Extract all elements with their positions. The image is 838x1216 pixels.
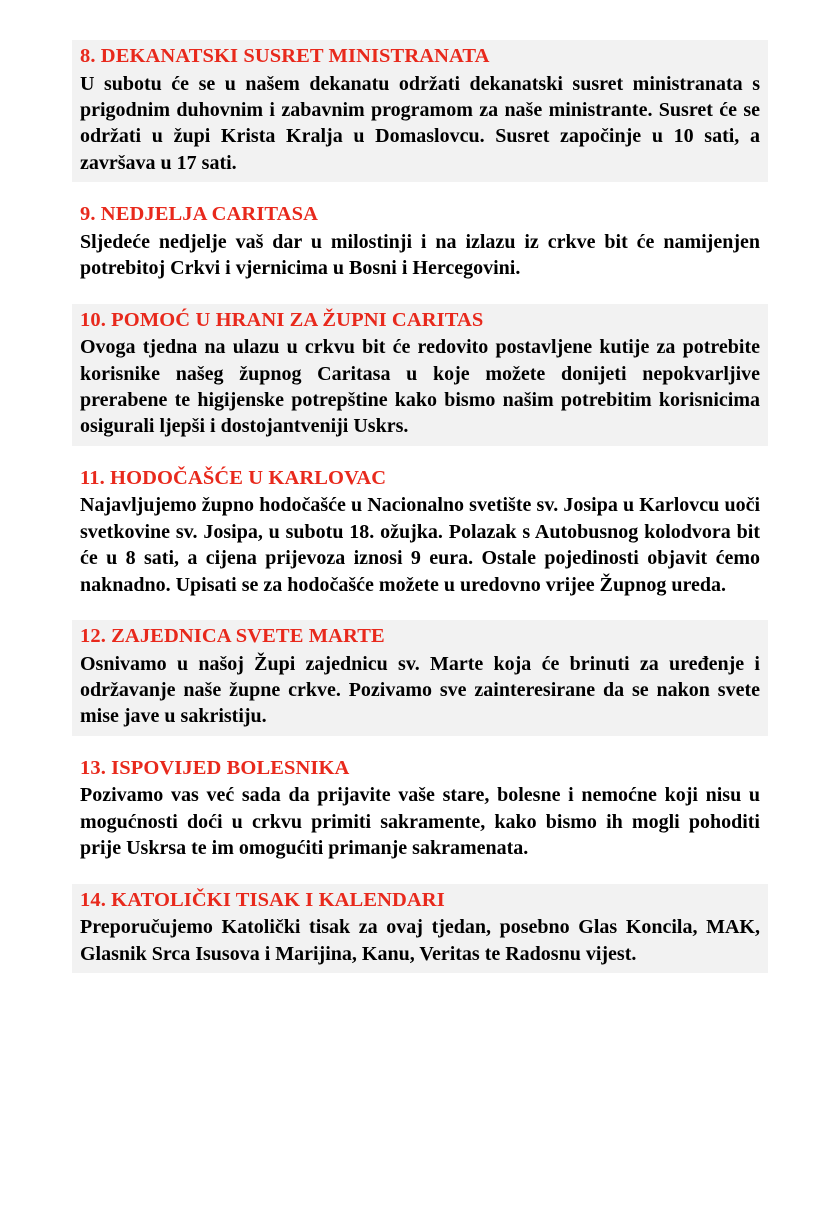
section-body: Pozivamo vas već sada da prijavite vaše stare, bolesne i nemoćne koji nisu u mogućnosti doći u crkvu primiti sakramente, kako bismo ih mogli pohoditi prije Uskrsa te im omogućiti primanje sakramenata. [80,784,760,860]
section-body: Preporučujemo Katolički tisak za ovaj tjedan, posebno Glas Koncila, MAK, Glasnik Srca Isusova i Marijina, Kanu, Veritas te Radosnu vijest. [80,916,760,965]
section-title: 12. ZAJEDNICA SVETE MARTE [80,624,385,647]
announcement-section-8 [72,40,768,182]
section-title: 9. NEDJELJA CARITASA [80,203,318,226]
announcement-section-11 [72,462,768,604]
announcement-section-12 [72,620,768,736]
announcement-section-10 [72,304,768,446]
section-title: 13. ISPOVIJED BOLESNIKA [80,756,350,779]
section-body: Ovoga tjedna na ulazu u crkvu bit će redovito postavljene kutije za potrebite korisnike našeg župnog Caritasa u koje možete donijeti nepokvarljive prerabene te higijenske potrepštine kako bismo našim potrebitim korisnicima osigurali ljepši i dostojantveniji Uskrs. [80,336,760,438]
announcement-section-13 [72,752,768,868]
section-body: Sljedeće nedjelje vaš dar u milostinji i na izlazu iz crkve bit će namijenjen potrebitoj Crkvi i vjernicima u Bosni i Hercegovini. [80,230,760,280]
announcement-section-9 [72,198,768,287]
section-title: 14. KATOLIČKI TISAK I KALENDARI [80,888,445,911]
section-body: Osnivamo u našoj Župi zajednicu sv. Marte koja će brinuti za uređenje i održavanje naše župne crkve. Pozivamo sve zainteresirane da se nakon svete mise jave u sakristiju. [80,652,760,728]
section-title: 10. POMOĆ U HRANI ZA ŽUPNI CARITAS [80,308,484,331]
section-body: U subotu će se u našem dekanatu održati dekanatski susret ministranata s prigodnim duhovnim i zabavnim programom za naše ministrante. Susret će se održati u župi Krista Kralja u Domaslovcu. Susret započinje u 10 sati, a završava u 17 sati. [80,72,760,174]
section-title: 11. HODOČAŠĆE U KARLOVAC [80,466,387,489]
section-body: Najavljujemo župno hodočašće u Nacionalno svetište sv. Josipa u Karlovcu uoči svetkovine sv. Josipa, u subotu 18. ožujka. Polazak s Autobusnog kolodvora bit će u 8 sati, a cijena prijevoza iznosi 9 eura. Ostale pojedinosti objavit ćemo naknadno. Upisati se za hodočašće možete u uredovno vrijee Župnog ureda. [80,494,760,596]
announcement-section-14 [72,884,768,973]
section-title: 8. DEKANATSKI SUSRET MINISTRANATA [80,45,490,67]
